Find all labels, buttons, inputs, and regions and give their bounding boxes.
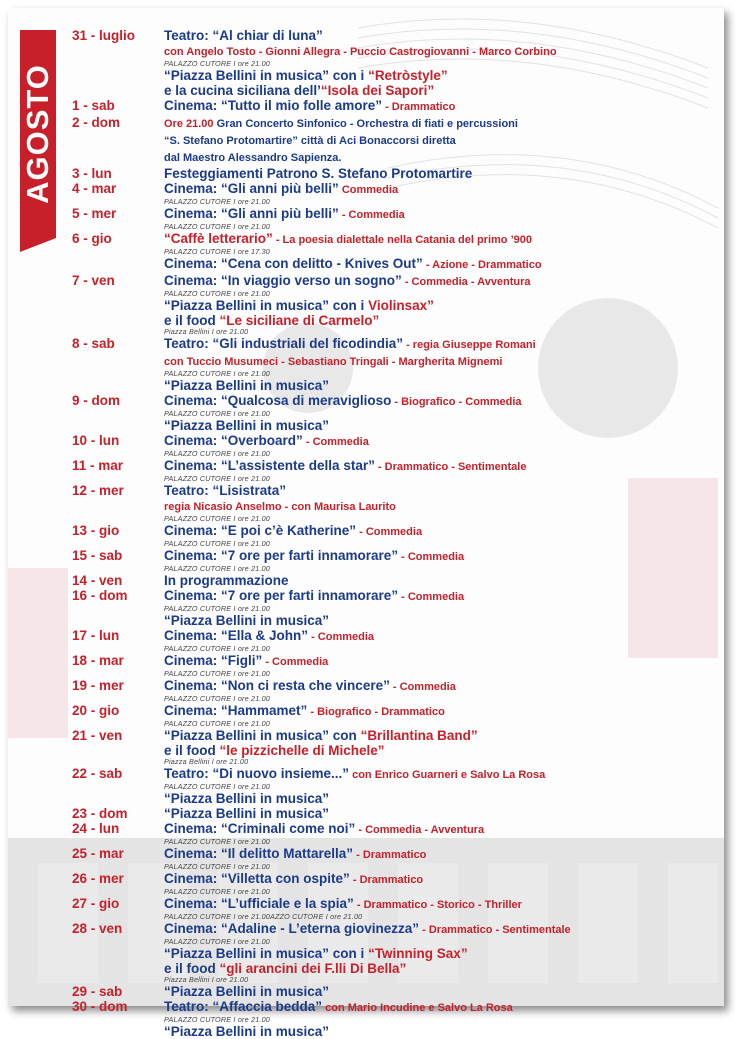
event-title: “Piazza Bellini in musica”: [164, 806, 330, 821]
venue-time: [164, 888, 702, 896]
schedule-entry: [72, 806, 702, 821]
venue-time: [164, 720, 702, 728]
event-detail: con Tuccio Musumeci - Sebastiano Tringali - Margherita Mignemi: [164, 356, 503, 368]
entry-details: [164, 231, 702, 273]
entry-details: [164, 181, 702, 206]
schedule-entry: [72, 678, 702, 703]
event-line: [164, 83, 702, 98]
venue-text: PALAZZO CUTORE I ore 21.00: [164, 539, 270, 548]
venue-time: [164, 198, 702, 206]
event-detail: “Retròstyle”: [368, 68, 448, 83]
event-detail: regia Nicasio Anselmo - con Maurisa Laurito: [164, 501, 396, 513]
entry-date: 12 - mer: [72, 483, 124, 498]
venue-time: [164, 370, 702, 378]
event-detail: - Drammatico - Storico - Thriller: [353, 899, 522, 911]
event-line: [164, 653, 702, 670]
event-title: Cinema: “Ella & John”: [164, 628, 309, 643]
entry-details: [164, 821, 702, 846]
venue-text: PALAZZO CUTORE I ore 21.00: [164, 197, 270, 206]
venue-text: PALAZZO CUTORE I ore 21.00: [164, 409, 270, 418]
event-title: e il food: [164, 961, 220, 976]
venue-text: PALAZZO CUTORE I ore 21.00: [164, 669, 270, 678]
venue-time: [164, 565, 702, 573]
event-title: Cinema: “Criminali come noi”: [164, 821, 356, 836]
event-line: [164, 728, 702, 743]
entry-details: [164, 483, 702, 523]
event-line: [164, 1024, 702, 1039]
venue-time: [164, 605, 702, 613]
event-title: Cinema: “Qualcosa di meraviglioso: [164, 393, 392, 408]
venue-time: [164, 475, 702, 483]
event-title: “Piazza Bellini in musica”: [164, 791, 330, 806]
schedule-entry: [72, 393, 702, 433]
event-title: “Piazza Bellini in musica”: [164, 613, 330, 628]
venue-text: PALAZZO CUTORE I ore 21.00: [164, 604, 270, 613]
event-title: Cinema: “Cena con delitto - Knives Out”: [164, 256, 423, 271]
event-title: “Piazza Bellini in musica” con i: [164, 298, 369, 313]
event-line: [164, 871, 702, 888]
event-title: Teatro: “Di nuovo insieme...”: [164, 766, 350, 781]
event-line: [164, 313, 702, 328]
venue-text: PALAZZO CUTORE I ore 21.00: [164, 1015, 270, 1024]
schedule-entry: [72, 766, 702, 806]
entry-details: [164, 98, 702, 115]
event-line: [164, 548, 702, 565]
entry-date: 8 - sab: [72, 336, 115, 351]
event-title: Teatro: “Al chiar di luna”: [164, 28, 323, 43]
entry-details: [164, 433, 702, 458]
event-title: Festeggiamenti Patrono S. Stefano Protomartire: [164, 166, 473, 181]
entry-details: [164, 206, 702, 231]
entry-date: 25 - mar: [72, 846, 124, 861]
entry-details: [164, 548, 702, 573]
event-detail: - Commedia: [389, 681, 456, 693]
event-detail: - Commedia: [302, 436, 369, 448]
event-title: Cinema: “L’ufficiale e la spia”: [164, 896, 354, 911]
event-title: dal Maestro Alessandro Sapienza.: [164, 152, 342, 164]
event-line: [164, 418, 702, 433]
event-line: [164, 273, 702, 290]
event-title: “Piazza Bellini in musica” con: [164, 728, 361, 743]
venue-time: [164, 838, 702, 846]
event-title: e il food: [164, 313, 220, 328]
event-line: [164, 498, 702, 515]
entry-date: 13 - gio: [72, 523, 120, 538]
event-title: Cinema: “Gli anni più belli”: [164, 206, 339, 221]
event-line: [164, 946, 702, 961]
event-detail: - Commedia: [262, 656, 329, 668]
event-line: [164, 353, 702, 370]
schedule-entry: [72, 896, 702, 921]
schedule-entry: [72, 984, 702, 999]
entry-date: 27 - gio: [72, 896, 120, 911]
event-line: [164, 393, 702, 410]
schedule-entry: [72, 573, 702, 588]
event-detail: - Drammatico: [382, 101, 456, 113]
event-detail: - Drammatico - Sentimentale: [419, 924, 571, 936]
event-detail: “Twinning Sax”: [368, 946, 468, 961]
event-title: “Piazza Bellini in musica”: [164, 418, 330, 433]
schedule-entry: [72, 273, 702, 336]
event-line: [164, 766, 702, 783]
event-detail: “le pizzichelle di Michele”: [219, 743, 385, 758]
event-line: [164, 378, 702, 393]
venue-time: [164, 670, 702, 678]
venue-text: PALAZZO CUTORE I ore 21.00: [164, 449, 270, 458]
schedule-entry: [72, 871, 702, 896]
event-title: Cinema: “Villetta con ospite”: [164, 871, 350, 886]
event-line: [164, 336, 702, 353]
venue-text: PALAZZO CUTORE I ore 21.00: [164, 59, 270, 68]
event-title: Cinema: “Adaline - L’eterna giovinezza”: [164, 921, 420, 936]
schedule-entry: [72, 483, 702, 523]
venue-text: PALAZZO CUTORE I ore 21.00: [164, 644, 270, 653]
event-line: [164, 115, 702, 132]
venue-text: PALAZZO CUTORE I ore 21.00: [164, 887, 270, 896]
schedule-entry: [72, 548, 702, 573]
event-line: [164, 743, 702, 758]
event-title: “Piazza Bellini in musica” con i: [164, 68, 369, 83]
entry-date: 7 - ven: [72, 273, 115, 288]
schedule-entry: [72, 98, 702, 115]
venue-text: PALAZZO CUTORE I ore 21.00: [164, 514, 270, 523]
schedule-entry: [72, 231, 702, 273]
entry-details: [164, 984, 702, 999]
event-title: “Piazza Bellini in musica”: [164, 984, 330, 999]
event-detail: - Commedia: [398, 591, 465, 603]
event-detail: - Biografico - Drammatico: [307, 706, 445, 718]
event-detail: - Drammatico: [349, 874, 424, 886]
entry-details: [164, 846, 702, 871]
event-line: [164, 206, 702, 223]
venue-time: [164, 450, 702, 458]
event-detail: “Caffè letterario”: [164, 231, 273, 246]
entry-date: 5 - mer: [72, 206, 117, 221]
entry-date: 30 - dom: [72, 999, 128, 1014]
event-detail: - Commedia: [398, 551, 465, 563]
event-detail: - Commedia: [356, 526, 423, 538]
venue-time: [164, 248, 702, 256]
event-line: [164, 28, 702, 43]
event-line: [164, 999, 702, 1016]
event-detail: Ore 21.00: [164, 118, 214, 130]
schedule-entry: [72, 846, 702, 871]
event-detail: - Commedia: [338, 209, 405, 221]
event-title: “Piazza Bellini in musica”: [164, 1024, 330, 1039]
event-detail: “Isola dei Sapori”: [320, 83, 435, 98]
venue-time: [164, 328, 702, 336]
entry-details: [164, 393, 702, 433]
event-title: Cinema: “Tutto il mio folle amore”: [164, 98, 383, 113]
event-title: Cinema: “Hammamet”: [164, 703, 308, 718]
event-title: In programmazione: [164, 573, 289, 588]
venue-text: PALAZZO CUTORE I ore 21.00: [164, 369, 270, 378]
event-line: [164, 961, 702, 976]
event-line: [164, 821, 702, 838]
entry-details: [164, 573, 702, 588]
event-title: Cinema: “L’assistente della star”: [164, 458, 375, 473]
event-line: [164, 483, 702, 498]
schedule-entry: [72, 821, 702, 846]
event-title: “Piazza Bellini in musica” con i: [164, 946, 369, 961]
venue-text: PALAZZO CUTORE I ore 21.00: [164, 289, 270, 298]
entry-date: 20 - gio: [72, 703, 120, 718]
schedule-entry: [72, 206, 702, 231]
event-title: Cinema: “E poi c’è Katherine”: [164, 523, 357, 538]
schedule-entry: [72, 628, 702, 653]
venue-time: [164, 540, 702, 548]
entry-date: 28 - ven: [72, 921, 123, 936]
event-title: Cinema: “Overboard”: [164, 433, 303, 448]
schedule-entry: [72, 921, 702, 984]
entry-date: 21 - ven: [72, 728, 123, 743]
event-title: Cinema: “Non ci resta che vincere”: [164, 678, 390, 693]
event-line: [164, 458, 702, 475]
venue-text: PALAZZO CUTORE I ore 21.00: [164, 937, 270, 946]
venue-text: PALAZZO CUTORE I ore 21.00: [164, 222, 270, 231]
entry-details: [164, 999, 702, 1039]
entry-details: [164, 458, 702, 483]
venue-text: PALAZZO CUTORE I ore 21.00: [164, 862, 270, 871]
venue-text: PALAZZO CUTORE I ore 21.00: [164, 694, 270, 703]
event-detail: - La poesia dialettale nella Catania del primo ’900: [272, 234, 532, 246]
entry-details: [164, 678, 702, 703]
venue-time: [164, 695, 702, 703]
entry-date: 4 - mar: [72, 181, 117, 196]
event-detail: - Biografico - Commedia: [391, 396, 522, 408]
event-title: Cinema: “7 ore per farti innamorare”: [164, 548, 399, 563]
event-title: Cinema: “Gli anni più belli”: [164, 181, 339, 196]
schedule-entry: [72, 336, 702, 393]
event-line: [164, 628, 702, 645]
event-detail: “Brillantina Band”: [360, 728, 478, 743]
event-title: Cinema: “7 ore per farti innamorare”: [164, 588, 399, 603]
entry-date: 24 - lun: [72, 821, 120, 836]
event-line: [164, 588, 702, 605]
venue-time: [164, 783, 702, 791]
event-line: [164, 132, 702, 149]
event-title: e la cucina siciliana dell’: [164, 83, 321, 98]
schedule-entry: [72, 28, 702, 98]
event-title: Teatro: “Lisistrata”: [164, 483, 287, 498]
schedule-entry: [72, 115, 702, 166]
venue-text: PALAZZO CUTORE I ore 21.00: [164, 719, 270, 728]
event-line: [164, 181, 702, 198]
event-line: [164, 846, 702, 863]
venue-time: [164, 60, 702, 68]
entry-date: 9 - dom: [72, 393, 121, 408]
event-line: [164, 984, 702, 999]
venue-text: Piazza Bellini I ore 21.00: [164, 975, 249, 984]
venue-text: PALAZZO CUTORE I ore 21.00AZZO CUTORE I ore 21.00: [164, 912, 363, 921]
entry-date: 19 - mer: [72, 678, 124, 693]
entry-details: [164, 921, 702, 984]
event-title: “Piazza Bellini in musica”: [164, 378, 330, 393]
schedule-entry: [72, 588, 702, 628]
schedule-entry: [72, 999, 702, 1039]
entry-date: 22 - sab: [72, 766, 123, 781]
event-line: [164, 231, 702, 248]
event-line: [164, 298, 702, 313]
venue-time: [164, 913, 702, 921]
entry-date: 17 - lun: [72, 628, 120, 643]
event-title: Teatro: “Affaccia bedda”: [164, 999, 323, 1014]
entry-details: [164, 806, 702, 821]
event-detail: “Le siciliane di Carmelo”: [219, 313, 380, 328]
entry-date: 6 - gio: [72, 231, 112, 246]
venue-time: [164, 938, 702, 946]
schedule-entry: [72, 433, 702, 458]
entry-date: 15 - sab: [72, 548, 123, 563]
entry-details: [164, 273, 702, 336]
entry-details: [164, 115, 702, 166]
entry-details: [164, 728, 702, 766]
entry-date: 16 - dom: [72, 588, 128, 603]
venue-time: [164, 410, 702, 418]
event-line: [164, 613, 702, 628]
entry-details: [164, 28, 702, 98]
event-line: [164, 43, 702, 60]
schedule-entry: [72, 728, 702, 766]
event-detail: - Drammatico: [353, 849, 427, 861]
venue-text: PALAZZO CUTORE I ore 17.30: [164, 247, 270, 256]
event-title: e il food: [164, 743, 220, 758]
event-line: [164, 573, 702, 588]
venue-text: Piazza Bellini I ore 21.00: [164, 327, 249, 336]
venue-text: PALAZZO CUTORE I ore 21.00: [164, 564, 270, 573]
entry-date: 2 - dom: [72, 115, 121, 130]
event-title: Cinema: “Figli”: [164, 653, 263, 668]
entry-date: 18 - mar: [72, 653, 124, 668]
event-detail: con Mario Incudine e Salvo La Rosa: [322, 1002, 513, 1014]
event-detail: - Commedia - Avventura: [355, 824, 485, 836]
entry-date: 26 - mer: [72, 871, 124, 886]
entry-details: [164, 166, 702, 181]
entry-details: [164, 653, 702, 678]
venue-time: [164, 290, 702, 298]
event-detail: - Azione - Drammatico: [422, 259, 542, 271]
schedule-entry: [72, 458, 702, 483]
entry-date: 10 - lun: [72, 433, 120, 448]
entry-date: 3 - lun: [72, 166, 112, 181]
schedule-entry: [72, 653, 702, 678]
event-line: [164, 256, 702, 273]
event-line: [164, 791, 702, 806]
venue-time: [164, 223, 702, 231]
venue-time: [164, 758, 702, 766]
schedule-entry: [72, 181, 702, 206]
venue-time: [164, 515, 702, 523]
schedule-entry: [72, 523, 702, 548]
venue-time: [164, 1016, 702, 1024]
event-title: Teatro: “Gli industriali del ficodindia”: [164, 336, 404, 351]
schedule-entry: [72, 166, 702, 181]
entry-details: [164, 703, 702, 728]
event-title: Cinema: “Il delitto Mattarella”: [164, 846, 354, 861]
entry-date: 29 - sab: [72, 984, 123, 999]
venue-time: [164, 863, 702, 871]
venue-text: Piazza Bellini I ore 21.00: [164, 757, 249, 766]
event-detail: - regia Giuseppe Romani: [403, 339, 536, 351]
entry-date: 1 - sab: [72, 98, 115, 113]
entry-details: [164, 766, 702, 806]
entry-details: [164, 628, 702, 653]
event-detail: “gli arancini dei F.lli Di Bella”: [219, 961, 407, 976]
schedule-entry: [72, 703, 702, 728]
event-line: [164, 149, 702, 166]
event-schedule: [72, 28, 702, 1039]
entry-details: [164, 588, 702, 628]
venue-time: [164, 976, 702, 984]
event-title: “S. Stefano Protomartire” città di Aci Bonaccorsi diretta: [164, 135, 456, 147]
entry-details: [164, 896, 702, 921]
entry-date: 23 - dom: [72, 806, 128, 821]
venue-text: PALAZZO CUTORE I ore 21.00: [164, 782, 270, 791]
event-line: [164, 433, 702, 450]
event-line: [164, 703, 702, 720]
entry-details: [164, 523, 702, 548]
month-label: AGOSTO: [20, 64, 55, 204]
event-line: [164, 921, 702, 938]
event-detail: Commedia: [338, 184, 399, 196]
event-detail: - Commedia: [308, 631, 375, 643]
entry-date: 31 - luglio: [72, 28, 136, 43]
event-line: [164, 166, 702, 181]
entry-details: [164, 871, 702, 896]
event-line: [164, 68, 702, 83]
entry-date: 11 - mar: [72, 458, 124, 473]
entry-date: 14 - ven: [72, 573, 123, 588]
venue-text: PALAZZO CUTORE I ore 21.00: [164, 474, 270, 483]
event-line: [164, 98, 702, 115]
event-line: [164, 678, 702, 695]
event-detail: con Angelo Tosto - Gionni Allegra - Puccio Castrogiovanni - Marco Corbino: [164, 46, 557, 58]
event-detail: - Commedia - Avventura: [401, 276, 531, 288]
venue-time: [164, 645, 702, 653]
event-detail: Violinsax”: [368, 298, 434, 313]
event-detail: - Drammatico - Sentimentale: [374, 461, 527, 473]
event-title: Gran Concerto Sinfonico - Orchestra di fiati e percussioni: [213, 118, 518, 130]
event-line: [164, 523, 702, 540]
event-line: [164, 896, 702, 913]
event-line: [164, 806, 702, 821]
entry-details: [164, 336, 702, 393]
event-title: Cinema: “In viaggio verso un sogno”: [164, 273, 402, 288]
venue-text: PALAZZO CUTORE I ore 21.00: [164, 837, 270, 846]
event-detail: con Enrico Guarneri e Salvo La Rosa: [349, 769, 546, 781]
